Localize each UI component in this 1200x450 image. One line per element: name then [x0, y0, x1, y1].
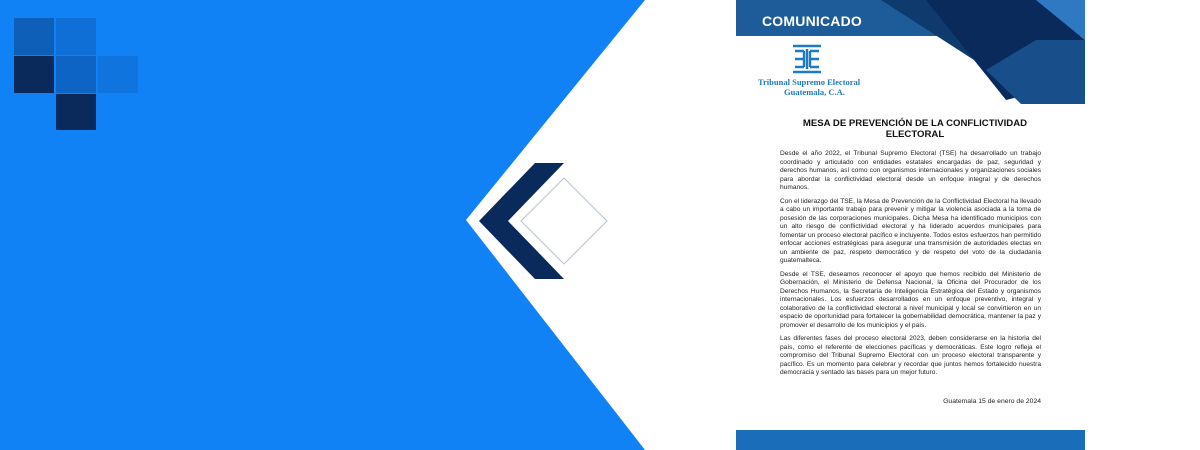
body-paragraph: Desde el TSE, deseamos reconocer el apoyo que hemos recibido del Ministerio de Gobernación, el Ministerio de Defensa Nacional, la Oficina del Procurador de los Derechos Humanos, la Secretaría de Inteligencia Estratégica del Estado y organismos internacionales. Los esfuerzos desarrollados en un enfoque preventivo, integral y colaborativo de la conflictividad electoral a nivel municipal y local se convirtieron en un espacio de oportunidad para fortalecer la gobernabilidad democrática, mantener la paz y promover el desarrollo de los municipios y el país. [780, 270, 1041, 329]
document-date: Guatemala 15 de enero de 2024 [943, 398, 1041, 405]
pixel-square [98, 56, 138, 93]
document-body [780, 150, 1041, 383]
pixel-square [56, 56, 96, 93]
communique-document [736, 0, 1085, 450]
logo-text-line1: Tribunal Supremo Electoral [758, 77, 861, 87]
body-paragraph: Con el liderazgo del TSE, la Mesa de Prevención de la Conflictividad Electoral ha llevado a cabo un importante trabajo para prevenir y mitigar la violencia asociada a la toma de posesión de las corporaciones municipales. Dicha Mesa ha identificado municipios con un alto riesgo de conflictividad electoral y ha liderado acuerdos municipales para fomentar un proceso electoral pacífico e incluyente. Todos estos esfuerzos han permitido enfocar acciones estratégicas para asegurar una transmisión de autoridades electas en un ambiente de paz, respeto democrático y de respeto del voto de la ciudadanía guatemalteca. [780, 197, 1041, 264]
tse-emblem-icon [791, 44, 823, 74]
body-paragraph: Las diferentes fases del proceso electoral 2023, deben considerarse en la historia del país, como el referente de elecciones pacíficas y democráticas. Este logro refleja el compromiso del Tribunal Supremo Electoral con un proceso electoral transparente y pacífico. Es un momento para celebrar y recordar que juntos hemos fortalecido nuestra democracia y sentado las bases para un mejor futuro. [780, 335, 1041, 376]
logo-text-line2: Guatemala, C.A. [784, 87, 845, 97]
pixel-square [56, 18, 96, 55]
pixel-square [14, 18, 54, 55]
pixel-square [56, 94, 96, 130]
body-paragraph: Desde el año 2022, el Tribunal Supremo Electoral (TSE) ha desarrollado un trabajo coordinado y articulado con entidades estatales encargadas de paz, seguridad y derechos humanos, así como con organismos internacionales y organizaciones sociales para abordar la conflictividad electoral desde un enfoque integral y de derechos humanos. [780, 150, 1041, 191]
tse-logo [758, 44, 878, 100]
document-footer-bar [736, 430, 1085, 450]
document-title: MESA DE PREVENCIÓN DE LA CONFLICTIVIDAD ELECTORAL [802, 118, 1028, 140]
pixel-square [14, 56, 54, 93]
document-header-label: COMUNICADO [762, 13, 862, 29]
